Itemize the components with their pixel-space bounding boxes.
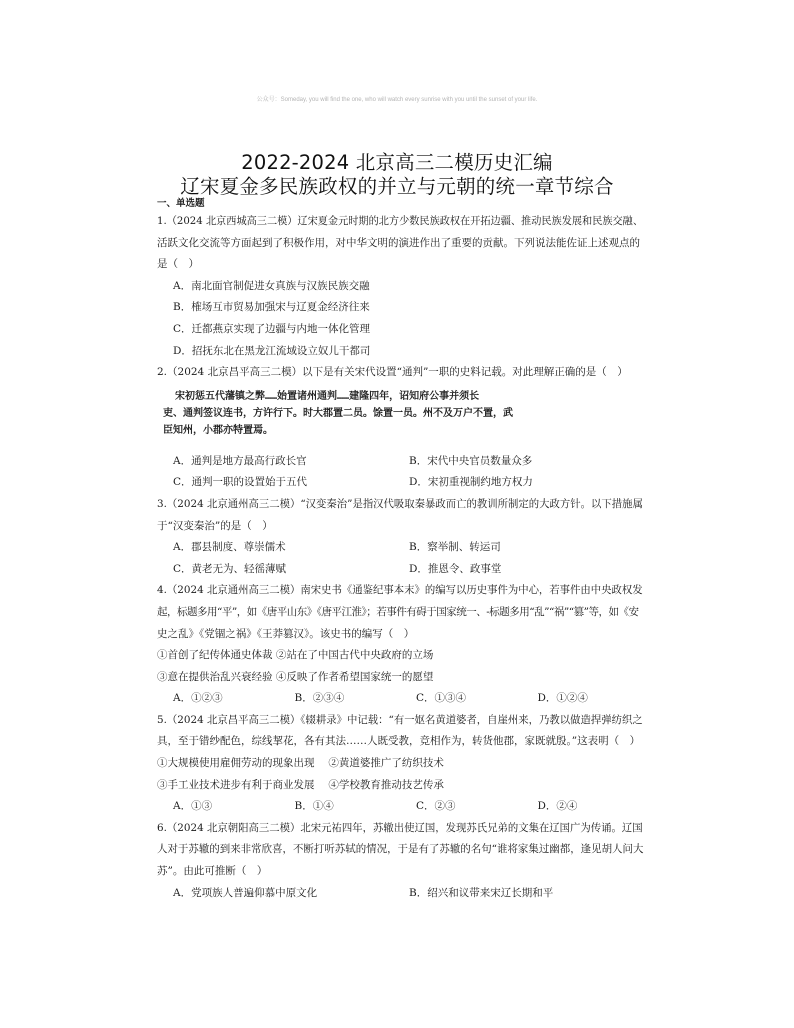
question-text: 1.（2024 北京西城高三二模）辽宋夏金元时期的北方少数民族政权在开拓边疆、推动民族发展和民族交融、 xyxy=(157,215,644,227)
question-6 xyxy=(157,818,643,904)
question-text: 史之乱》《党锢之祸》《王莽篡汉》。该史书的编写（ ） xyxy=(157,627,415,640)
option-c[interactable]: C．迁都燕京实现了边疆与内地一体化管理 xyxy=(173,322,371,335)
question-text: 5.（2024 北京昌平高三二模）《辍耕录》中记载：“有一妪名黄道婆者，自崖州来，乃教以做造捍弹纺织之 xyxy=(157,713,643,726)
statement-items: ③意在提供治乱兴衰经验 ④反映了作者希望国家统一的愿望 xyxy=(157,670,434,683)
quote-line: 吏、通判签议连书，方许行下。时大郡置二员。馀置一员。州不及万户不置，武 xyxy=(163,407,513,419)
question-text: 于“汉变秦治”的是（ ） xyxy=(157,519,273,532)
option-row xyxy=(157,559,643,581)
question-text: 4.（2024 北京通州高三二模）南宋史书《通鉴纪事本末》的编写以历史事件为中心，若事件由中央政权发 xyxy=(157,584,643,597)
option-d[interactable]: D．①②④ xyxy=(537,692,588,705)
question-2 xyxy=(157,362,643,494)
question-5 xyxy=(157,710,643,818)
question-3 xyxy=(157,494,643,580)
quote-line: 臣知州，小郡亦特置焉。 xyxy=(163,424,273,436)
option-d[interactable]: D．宋初重视制约地方权力 xyxy=(409,476,533,489)
option-a[interactable]: A．郡县制度、尊崇儒术 xyxy=(173,541,286,554)
option-c[interactable]: C．①③④ xyxy=(416,692,467,705)
question-1 xyxy=(157,211,643,362)
option-row xyxy=(157,537,643,559)
quote-line: 宋初惩五代藩镇之弊……始置诸州通判……建隆四年，诏知府公事并须长 xyxy=(175,390,480,402)
question-text: 3.（2024 北京通州高三二模）“汉变秦治”是指汉代吸取秦暴政而亡的教训所制定的大政方针。以下措施属 xyxy=(157,497,643,510)
option-c[interactable]: C．②③ xyxy=(416,800,456,813)
option-d[interactable]: D．招抚东北在黑龙江流域设立奴儿干都司 xyxy=(173,344,371,357)
option-b[interactable]: B．宋代中央官员数量众多 xyxy=(409,454,533,467)
document-body xyxy=(157,199,643,904)
option-a[interactable]: A．通判是地方最高行政长官 xyxy=(173,454,307,467)
option-b[interactable]: B．①④ xyxy=(294,800,334,813)
option-row xyxy=(157,472,643,494)
watermark: 公众号：Someday, you will find the one, who will watch every sunrise with you until the sunset of your life. xyxy=(256,97,538,103)
section-heading: 一、单选题 xyxy=(157,198,205,209)
question-4 xyxy=(157,580,643,710)
question-text: 2.（2024 北京昌平高三二模）以下是有关宋代设置“通判”一职的史料记载。对此理解正确的是（ ） xyxy=(157,366,628,379)
option-a[interactable]: A．①③ xyxy=(173,800,213,813)
option-a[interactable]: A．党项族人普遍仰慕中原文化 xyxy=(173,886,318,899)
option-row xyxy=(157,796,643,818)
option-c[interactable]: C．通判一职的设置始于五代 xyxy=(173,476,308,489)
option-d[interactable]: D．推恩令、政事堂 xyxy=(409,562,502,575)
question-text: 是（ ） xyxy=(157,258,199,271)
source-quote xyxy=(157,384,643,451)
question-text: 苏”。由此可推断（ ） xyxy=(157,865,268,878)
question-text: 具，至于错纱配色，综线挈花，各有其法……人既受教，竞相作为，转货他郡，家既就殷。”这表明（ ） xyxy=(157,735,641,748)
statement-items: ③手工业技术进步有利于商业发展 ④学校教育推动技艺传承 xyxy=(157,778,444,791)
option-c[interactable]: C．黄老无为、轻徭薄赋 xyxy=(173,562,287,575)
option-b[interactable]: B．榷场互市贸易加强宋与辽夏金经济往来 xyxy=(173,301,370,314)
option-a[interactable]: A．①②③ xyxy=(173,692,223,705)
option-b[interactable]: B．绍兴和议带来宋辽长期和平 xyxy=(409,886,554,899)
question-text: 起，标题多用“平”，如《唐平山东》《唐平江淮》；若事件有碍于国家统一、-标题多用“乱”“祸”“篡”等，如《安 xyxy=(157,605,639,618)
option-a[interactable]: A．南北面官制促进女真族与汉族民族交融 xyxy=(173,279,370,292)
question-text: 活跃文化交流等方面起到了积极作用，对中华文明的演进作出了重要的贡献。下列说法能佐证上述观点的 xyxy=(157,236,640,249)
option-b[interactable]: B．察举制、转运司 xyxy=(409,541,501,554)
page-subtitle: 辽宋夏金多民族政权的并立与元朝的统一章节综合 xyxy=(180,175,614,198)
question-text: 人对于苏辙的到来非常欣喜，不断打听苏轼的情况，于是有了苏辙的名句“谁将家集过幽都，逢见胡人问大 xyxy=(157,843,644,856)
option-d[interactable]: D．②④ xyxy=(537,800,578,813)
statement-items: ①大规模使用雇佣劳动的现象出现 ②黄道婆推广了纺织技术 xyxy=(157,757,444,770)
option-row xyxy=(157,451,643,473)
statement-items: ①首创了纪传体通史体裁 ②站在了中国古代中央政府的立场 xyxy=(157,649,434,662)
page-title: 2022-2024 北京高三二模历史汇编 xyxy=(241,151,553,174)
option-row xyxy=(157,688,643,710)
option-b[interactable]: B．②③④ xyxy=(294,692,345,705)
question-text: 6.（2024 北京朝阳高三二模）北宋元祐四年，苏辙出使辽国，发现苏氏兄弟的文集在辽国广为传诵。辽国 xyxy=(157,821,643,834)
option-row xyxy=(157,883,643,905)
